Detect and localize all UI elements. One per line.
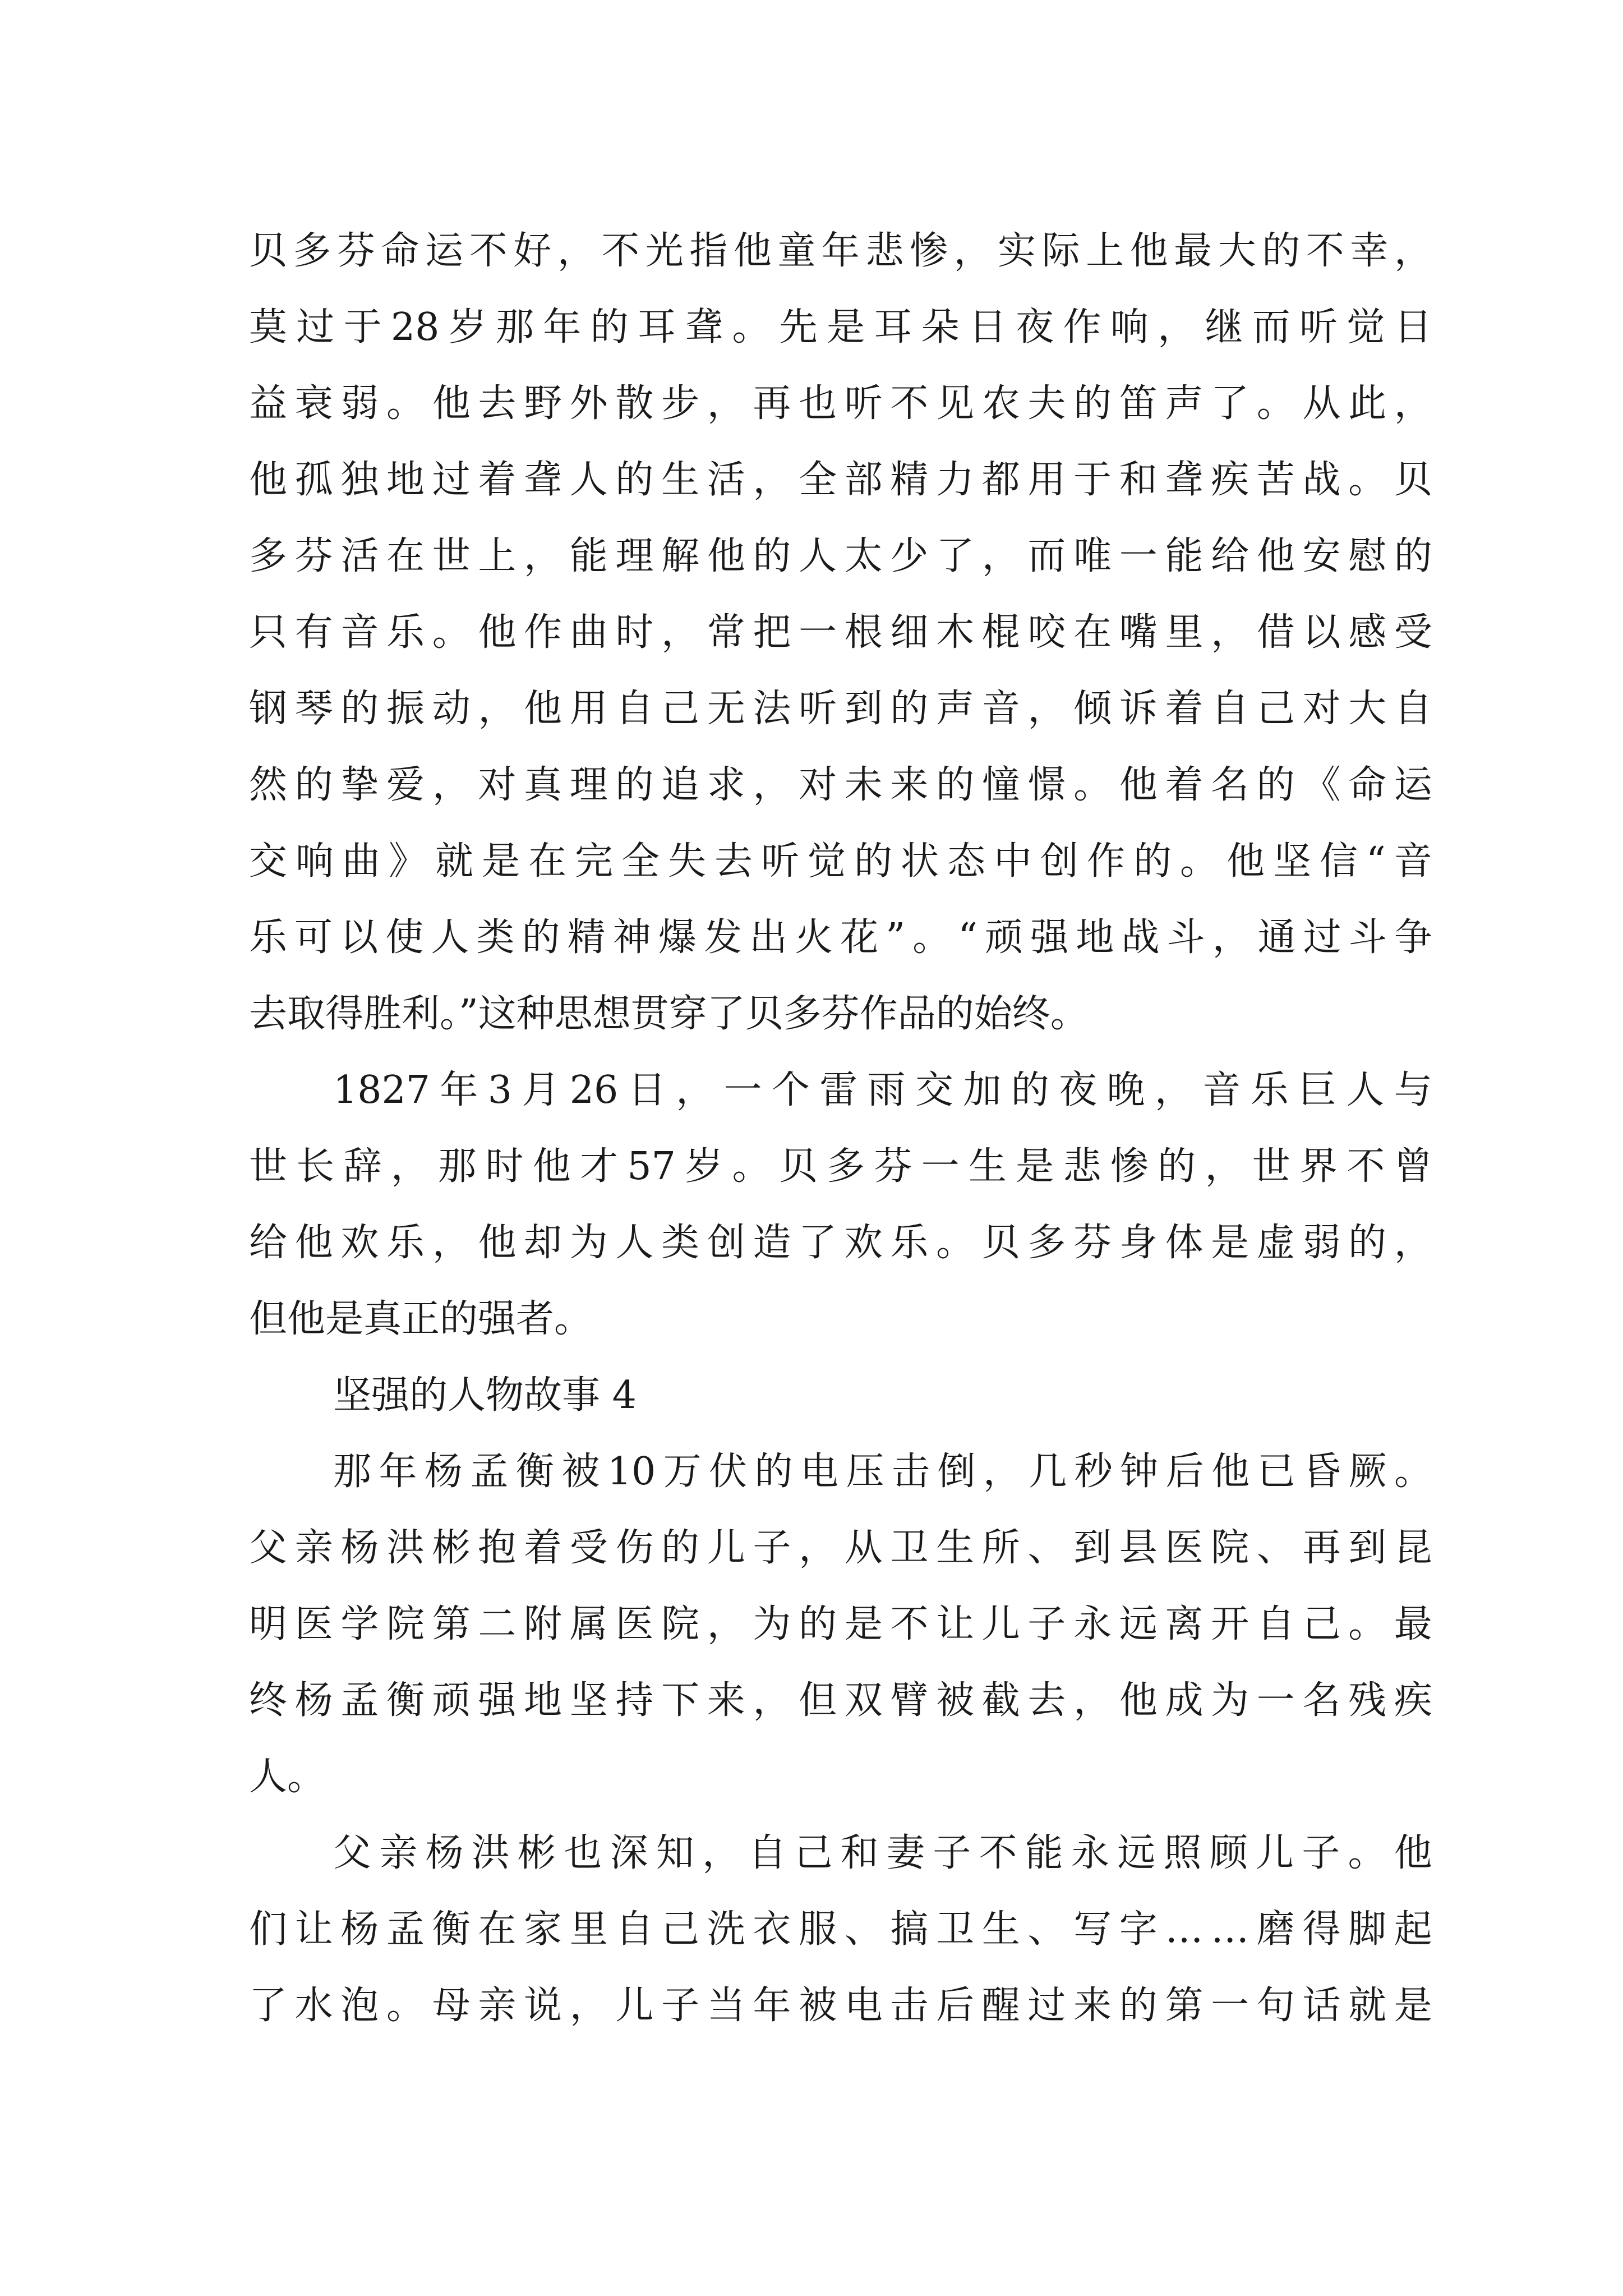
text-line: 世 长 辞 ， 那 时 他 才 57 岁 。 贝 多 芬 一 生 是 悲 惨 的 ， 世 界 不 曾 <box>249 1144 1432 1189</box>
text-line: 但他是真正的强者。 <box>249 1297 593 1341</box>
text-line: 交 响 曲 》 就 是 在 完 全 失 去 听 觉 的 状 态 中 创 作 的 。 他 坚 信 “ 音 <box>249 839 1432 884</box>
text-line: 终 杨 孟 衡 顽 强 地 坚 持 下 来 ， 但 双 臂 被 截 去 ， 他 成 为 一 名 残 疾 <box>249 1678 1432 1723</box>
text-line: 他 孤 独 地 过 着 聋 人 的 生 活 ， 全 部 精 力 都 用 于 和 聋 疾 苦 战 。 贝 <box>249 458 1432 502</box>
body-text <box>249 213 1432 2044</box>
text-line: 去取得胜利。”这种思想贯穿了贝多芬作品的始终。 <box>249 992 1089 1036</box>
text-line: 了 水 泡 。 母 亲 说 ， 儿 子 当 年 被 电 击 后 醒 过 来 的 第 一 句 话 就 是 <box>249 1984 1432 2028</box>
text-line: 益 衰 弱 。 他 去 野 外 散 步 ， 再 也 听 不 见 农 夫 的 笛 声 了 。 从 此 ， <box>249 381 1432 426</box>
text-line: 父 亲 杨 洪 彬 抱 着 受 伤 的 儿 子 ， 从 卫 生 所 、 到 县 医 院 、 再 到 昆 <box>249 1526 1432 1570</box>
text-line: 只 有 音 乐 。 他 作 曲 时 ， 常 把 一 根 细 木 棍 咬 在 嘴 里 ， 借 以 感 受 <box>249 610 1432 655</box>
text-line: 莫 过 于 28 岁 那 年 的 耳 聋 。 先 是 耳 朵 日 夜 作 响 ， 继 而 听 觉 日 <box>249 305 1432 349</box>
text-line: 多 芬 活 在 世 上 ， 能 理 解 他 的 人 太 少 了 ， 而 唯 一 能 给 他 安 慰 的 <box>249 534 1432 578</box>
text-line: 1827 年 3 月 26 日 ， 一 个 雷 雨 交 加 的 夜 晚 ， 音 乐 巨 人 与 <box>333 1068 1432 1112</box>
text-line: 父 亲 杨 洪 彬 也 深 知 ， 自 己 和 妻 子 不 能 永 远 照 顾 儿 子 。 他 <box>333 1831 1432 1875</box>
text-line: 人。 <box>249 1755 326 1799</box>
text-line: 贝 多 芬 命 运 不 好 ， 不 光 指 他 童 年 悲 惨 ， 实 际 上 他 最 大 的 不 幸 ， <box>249 229 1432 273</box>
text-line: 那 年 杨 孟 衡 被 10 万 伏 的 电 压 击 倒 ， 几 秒 钟 后 他 已 昏 厥 。 <box>333 1450 1432 1494</box>
text-line: 坚强的人物故事 4 <box>333 1373 637 1418</box>
text-line: 钢 琴 的 振 动 ， 他 用 自 己 无 法 听 到 的 声 音 ， 倾 诉 着 自 己 对 大 自 <box>249 687 1432 731</box>
text-line: 给 他 欢 乐 ， 他 却 为 人 类 创 造 了 欢 乐 。 贝 多 芬 身 体 是 虚 弱 的 ， <box>249 1221 1432 1265</box>
text-line: 们 让 杨 孟 衡 在 家 里 自 己 洗 衣 服 、 搞 卫 生 、 写 字 … … 磨 得 脚 起 <box>249 1907 1432 1952</box>
text-line: 明 医 学 院 第 二 附 属 医 院 ， 为 的 是 不 让 儿 子 永 远 离 开 自 己 。 最 <box>249 1602 1432 1646</box>
text-line: 然 的 挚 爱 ， 对 真 理 的 追 求 ， 对 未 来 的 憧 憬 。 他 着 名 的 《 命 运 <box>249 763 1432 807</box>
text-line: 乐 可 以 使 人 类 的 精 神 爆 发 出 火 花 ” 。 “ 顽 强 地 战 斗 ， 通 过 斗 争 <box>249 915 1432 960</box>
